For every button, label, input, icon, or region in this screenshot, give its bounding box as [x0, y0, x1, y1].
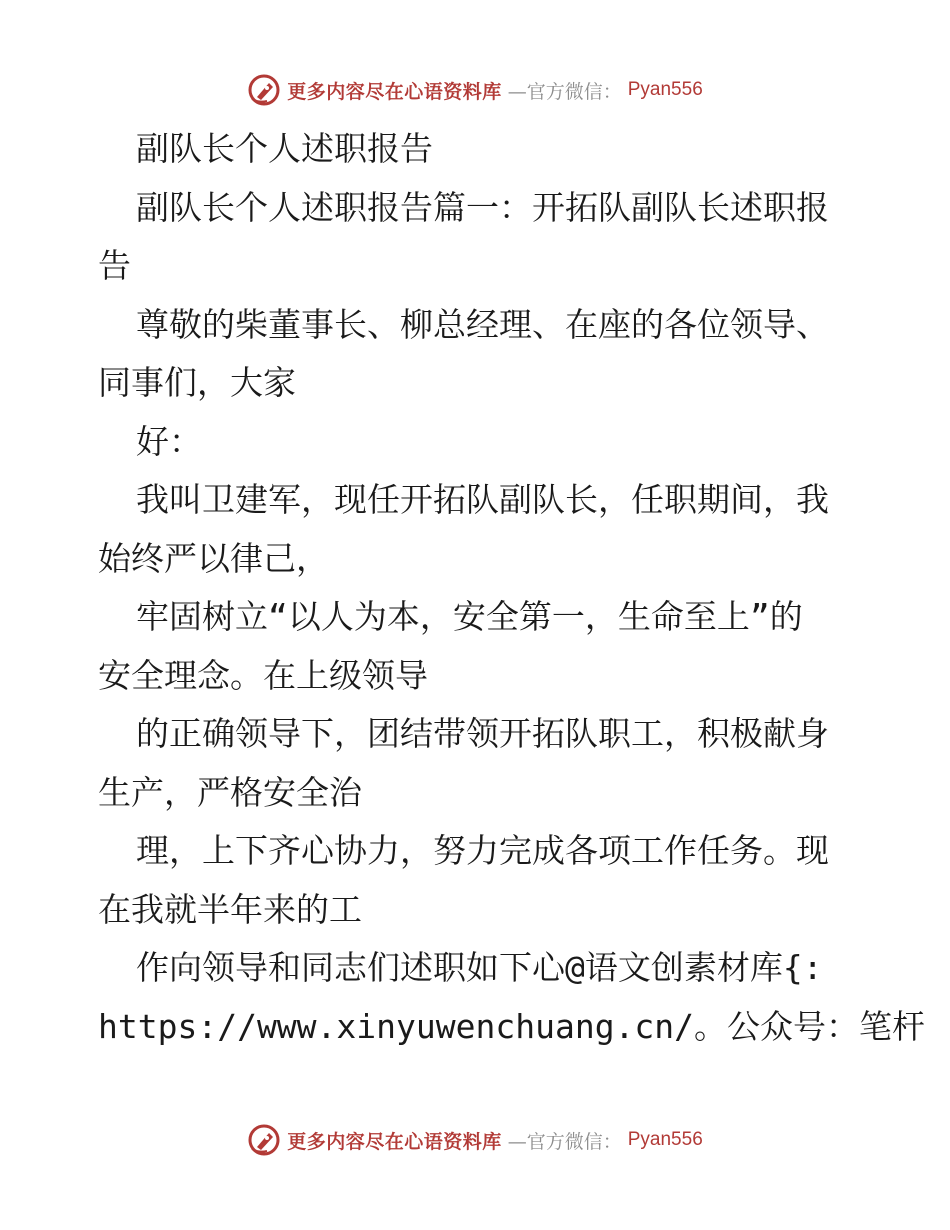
document-line: 牢固树立“以人为本，安全第一，生命至上”的 — [136, 597, 803, 636]
document-line: 好： — [136, 421, 202, 461]
document-body — [98, 120, 926, 1056]
document-line: 生产，严格安全治 — [98, 772, 362, 812]
footer-banner — [247, 1123, 703, 1157]
page-footer — [0, 1120, 950, 1160]
footer-separator-text: —官方微信： — [507, 1130, 622, 1153]
pen-nib-logo-icon — [247, 1123, 281, 1157]
header-separator-text: —官方微信： — [507, 80, 622, 103]
document-line: 始终严以律己， — [98, 538, 329, 578]
footer-wechat-id: Pyan556 — [627, 1129, 703, 1150]
document-line: 副队长个人述职报告 — [136, 129, 433, 168]
header-brand-text: 更多内容尽在心语资料库 — [287, 80, 502, 103]
footer-brand-text: 更多内容尽在心语资料库 — [287, 1130, 502, 1153]
document-line: 在我就半年来的工 — [98, 889, 362, 929]
document-line: 我叫卫建军，现任开拓队副队长，任职期间，我 — [136, 480, 829, 519]
header-wechat-id: Pyan556 — [627, 79, 703, 100]
document-line: https://www.xinyuwenchuang.cn/。公众号：笔杆 — [98, 1006, 926, 1046]
pen-nib-logo-icon — [247, 73, 281, 107]
document-line: 告 — [98, 246, 131, 285]
document-line: 同事们，大家 — [98, 363, 296, 402]
document-line: 的正确领导下，团结带领开拓队职工，积极献身 — [136, 714, 829, 753]
document-line: 副队长个人述职报告篇一：开拓队副队长述职报 — [136, 187, 829, 227]
page-header — [0, 70, 950, 110]
document-line: 作向领导和同志们述职如下心@语文创素材库{: — [136, 948, 823, 987]
document-line: 理，上下齐心协力，努力完成各项工作任务。现 — [136, 831, 829, 870]
header-banner — [247, 73, 703, 107]
document-line: 尊敬的柴董事长、柳总经理、在座的各位领导、 — [136, 304, 829, 344]
document-line: 安全理念。在上级领导 — [98, 655, 428, 695]
